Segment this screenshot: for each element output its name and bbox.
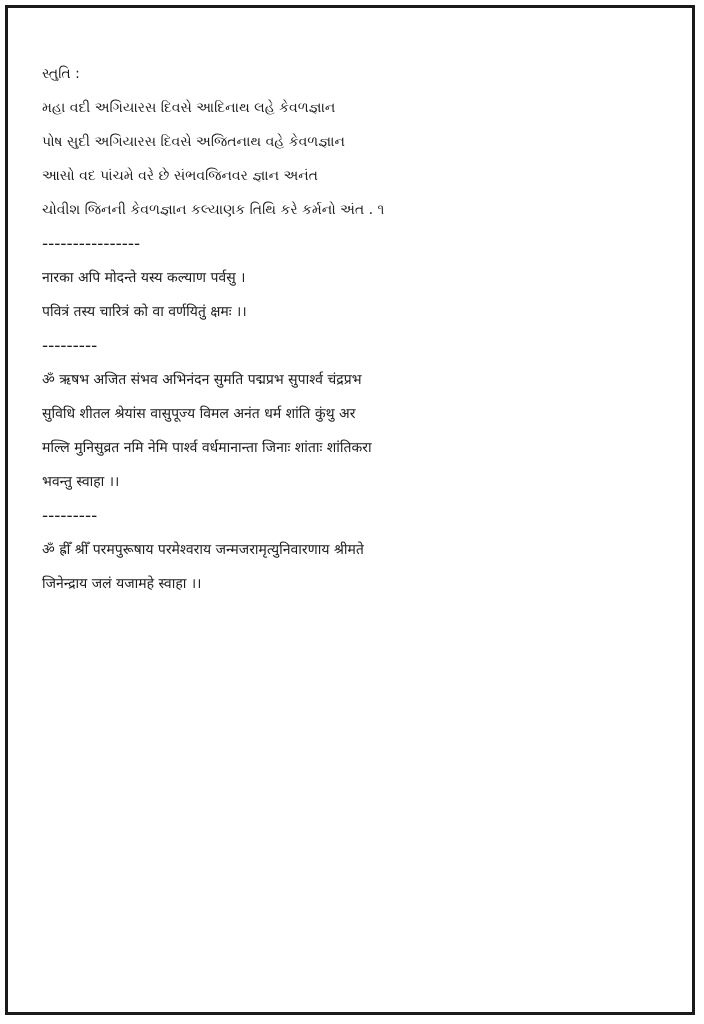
- mantra-line: जिनेन्द्राय जलं यजामहे स्वाहा ।।: [42, 576, 202, 592]
- jina-names-line: सुविधि शीतल श्रेयांस वासुपूज्य विमल अनंत धर्म शांति कुंथु अर: [42, 406, 356, 422]
- jina-names-line: मल्लि मुनिसुव्रत नमि नेमि पार्श्व वर्धमानान्ता जिनाः शांताः शांतिकरा: [42, 440, 372, 456]
- stuti-line: મહા વદી અગિયારસ દિવસે આદિનાથ લહે કેવળજ્ઞાન: [42, 100, 336, 116]
- gujarati-stuti-section: [42, 57, 682, 227]
- mantra-section: [42, 533, 682, 601]
- document-text: [42, 57, 682, 601]
- verse-line: नारका अपि मोदन्ते यस्य कल्याण पर्वसु ।: [42, 270, 246, 286]
- sanskrit-verse-section: [42, 261, 682, 329]
- stuti-line: ચોવીશ જિનની કેવળજ્ઞાન કલ્યાણક તિથિ કરે કર્મનો અંત . ૧: [42, 202, 385, 218]
- stuti-line: પોષ સુદી અગિયારસ દિવસે અજિતનાથ વહે કેવળજ્ઞાન: [42, 134, 345, 150]
- jina-names-line: भवन्तु स्वाहा ।।: [42, 474, 120, 490]
- stuti-heading: સ્તુતિ :: [42, 66, 80, 82]
- jina-names-section: [42, 363, 682, 499]
- stuti-line: આસો વદ પાંચમે વરે છે સંભવજિનવર જ્ઞાન અનંત: [42, 168, 318, 184]
- jina-names-line: ॐ ऋषभ अजित संभव अभिनंदन सुमति पद्मप्रभ सुपार्श्व चंद्रप्रभ: [42, 372, 362, 388]
- section-divider: ----------------: [42, 234, 141, 254]
- verse-line: पवित्रं तस्य चारित्रं को वा वर्णयितुं क्षमः ।।: [42, 304, 247, 320]
- mantra-line: ॐ ह्रीँ श्रीँ परमपुरूषाय परमेश्वराय जन्मजरामृत्युनिवारणाय श्रीमते: [42, 542, 364, 558]
- section-divider: ---------: [42, 506, 98, 526]
- section-divider: ---------: [42, 336, 98, 356]
